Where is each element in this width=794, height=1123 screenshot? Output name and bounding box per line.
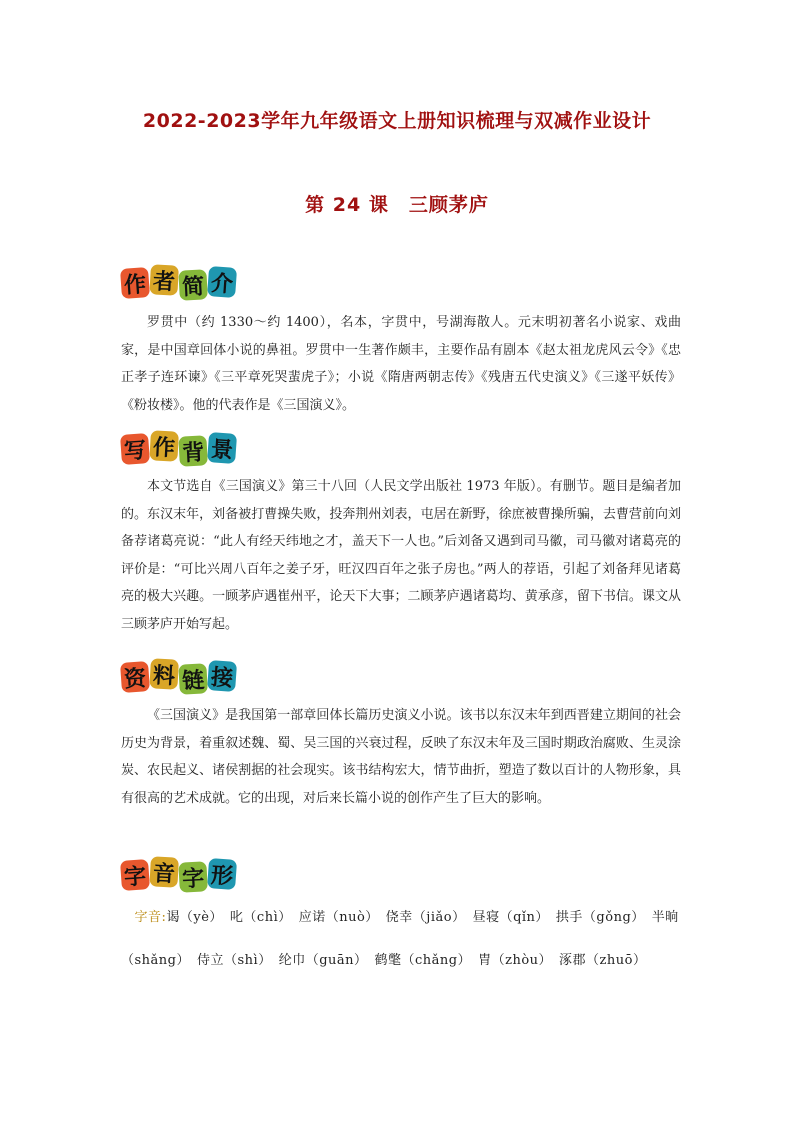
section-label-author xyxy=(121,268,237,304)
label-tile: 背 xyxy=(178,435,208,466)
label-tile: 作 xyxy=(149,430,179,461)
document-title: 2022-2023学年九年级语文上册知识梳理与双减作业设计 xyxy=(142,110,652,132)
label-tile: 音 xyxy=(149,856,179,887)
pronunciation-label: 字音: xyxy=(134,910,167,925)
lesson-title: 第 24 课 三顾茅庐 xyxy=(305,194,489,216)
section-label-background xyxy=(121,434,237,470)
label-tile: 字 xyxy=(120,859,150,891)
label-tile: 介 xyxy=(207,266,237,298)
label-tile: 形 xyxy=(207,858,237,890)
pronunciation-items: 谒（yè） 叱（chì） 应诺（nuò） 侥幸（jiǎo） 昼寝（qǐn） 拱手（gǒng） 半晌（shǎng） 侍立（shì） 纶巾（guān） 鹤氅（chǎng） 胄（zhòu） 涿郡（zhuō） xyxy=(121,910,679,968)
label-tile: 资 xyxy=(120,661,150,693)
label-tile: 字 xyxy=(178,861,208,892)
label-tile: 者 xyxy=(149,264,179,295)
section-label-pronunciation xyxy=(121,860,237,896)
label-tile: 料 xyxy=(149,658,179,689)
label-tile: 简 xyxy=(178,269,208,300)
pronunciation-list xyxy=(121,896,681,982)
label-tile: 作 xyxy=(120,267,150,299)
label-tile: 接 xyxy=(207,660,237,692)
label-tile: 链 xyxy=(178,663,208,694)
label-tile: 景 xyxy=(207,432,237,464)
author-intro-paragraph: 罗贯中（约 1330～约 1400），名本，字贯中，号湖海散人。元末明初著名小说家、戏曲家，是中国章回体小说的鼻祖。罗贯中一生著作颇丰，主要作品有剧本《赵太祖龙虎风云令》《忠正孝子连环谏》《三平章死哭蜚虎子》；小说《隋唐两朝志传》《残唐五代史演义》《三遂平妖传》《粉妆楼》。他的代表作是《三国演义》。 xyxy=(121,315,681,413)
label-tile: 写 xyxy=(120,433,150,465)
materials-paragraph: 《三国演义》是我国第一部章回体长篇历史演义小说。该书以东汉末年到西晋建立期间的社会历史为背景，着重叙述魏、蜀、吴三国的兴衰过程，反映了东汉末年及三国时期政治腐败、生灵涂炭、农民起义、诸侯割据的社会现实。该书结构宏大，情节曲折，塑造了数以百计的人物形象，具有很高的艺术成就。它的出现，对后来长篇小说的创作产生了巨大的影响。 xyxy=(121,708,681,806)
section-label-materials xyxy=(121,662,237,698)
background-paragraph: 本文节选自《三国演义》第三十八回（人民文学出版社 1973 年版）。有删节。题目是编者加的。东汉末年，刘备被打曹操失败，投奔荆州刘表，屯居在新野，徐庶被曹操所骗，去曹营前向刘备荐诸葛亮说：“此人有经天纬地之才，盖天下一人也。”后刘备又遇到司马徽，司马徽对诸葛亮的评价是：“可比兴周八百年之姜子牙，旺汉四百年之张子房也。”两人的荐语，引起了刘备拜见诸葛亮的极大兴趣。一顾茅庐遇崔州平，论天下大事；二顾茅庐遇诸葛均、黄承彦，留下书信。课文从三顾茅庐开始写起。 xyxy=(121,479,681,632)
